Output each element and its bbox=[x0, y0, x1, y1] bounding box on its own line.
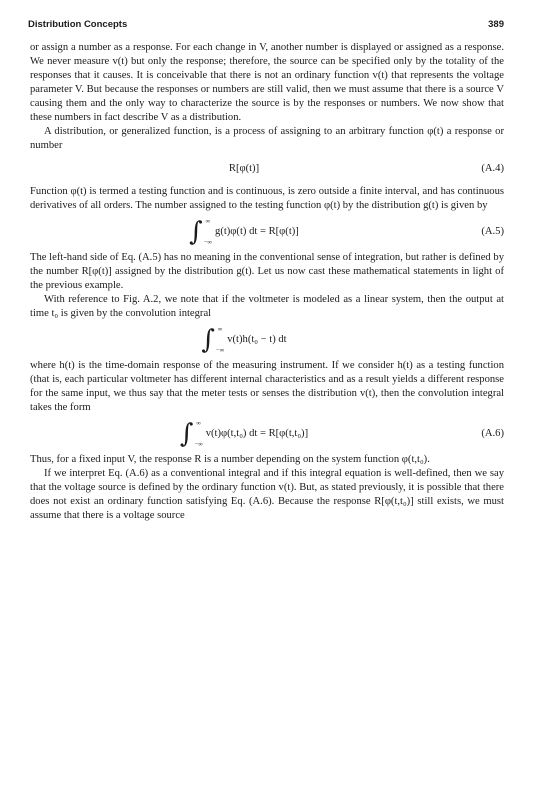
paragraph-6: where h(t) is the time-domain response of the measuring instrument. If we consider h(t) as a testing function (that is, each particular voltmeter has different internal characteristics and as a result yields a different response for the same input, we thus say that the meter tests or senses the distribution v(t), then the convolution integral takes the form bbox=[30, 360, 504, 413]
equation-convolution bbox=[30, 322, 504, 358]
equation-a4-expr: R[φ(t)] bbox=[228, 163, 260, 174]
equation-a5 bbox=[30, 214, 504, 250]
page-header bbox=[28, 19, 504, 30]
equation-a4 bbox=[30, 154, 504, 184]
upper-limit: ∞ bbox=[205, 218, 211, 225]
integrand: v(t)h(t₀ − t) dt bbox=[227, 334, 287, 345]
paragraph-1: or assign a number as a response. For each change in V, another number is displayed or assigned as a response. We never measure v(t) but only the response; therefore, the source can be specified only by the totality of the responses that it causes. It is conceivable that there is not an ordinary function v(t) that represents the voltage parameter V. But because the responses or numbers are still valid, then we must assume that there is a source V causing them and the only way to characterize the source is by the responses or numbers. We now show that these numbers in fact describe V as a distribution. bbox=[30, 42, 504, 123]
running-title: Distribution Concepts bbox=[28, 19, 128, 30]
integral-sign: ∫ bbox=[179, 419, 194, 449]
upper-limit: ∞ bbox=[196, 420, 201, 427]
lower-limit: −∞ bbox=[194, 441, 203, 448]
integral-sign: ∫ bbox=[189, 217, 203, 247]
upper-limit: ∞ bbox=[217, 326, 223, 333]
page-body bbox=[30, 41, 504, 523]
integral-convolution bbox=[201, 326, 286, 354]
equation-a6 bbox=[30, 416, 504, 452]
integrand: v(t)φ(t,t₀) dt = R[φ(t,t₀)] bbox=[205, 428, 309, 439]
lower-limit: −∞ bbox=[215, 347, 225, 354]
integral-a6 bbox=[180, 420, 308, 448]
equation-a4-label: (A.4) bbox=[481, 163, 504, 174]
integral-sign: ∫ bbox=[201, 325, 215, 355]
paragraph-8: If we interpret Eq. (A.6) as a conventional integral and if this integral equation is well-defined, then we say that the voltage source is defined by the ordinary function v(t). But, as stated previously, it is possible that there does not exist an ordinary function satisfying Eq. (A.6). Because the response R[φ(t,t₀)] still exists, we must assume that there is a voltage source bbox=[30, 468, 504, 521]
paragraph-3: Function φ(t) is termed a testing function and is continuous, is zero outside a finite interval, and has continuous derivatives of all orders. The number assigned to the testing function φ(t) by the distribution g(t) is given by bbox=[30, 186, 504, 211]
paragraph-4: The left-hand side of Eq. (A.5) has no meaning in the conventional sense of integration, but rather is defined by the number R[φ(t)] assigned by the distribution g(t). Let us now cast these mathematical statements in light of the previous example. bbox=[30, 252, 504, 291]
equation-a6-label: (A.6) bbox=[481, 428, 504, 439]
paragraph-7: Thus, for a fixed input V, the response R is a number depending on the system function φ(t,t₀). bbox=[30, 454, 430, 465]
integral-a5 bbox=[189, 218, 299, 246]
page-number: 389 bbox=[488, 19, 504, 30]
integrand: g(t)φ(t) dt = R[φ(t)] bbox=[215, 226, 299, 237]
paragraph-2: A distribution, or generalized function, is a process of assigning to an arbitrary function φ(t) a response or number bbox=[30, 126, 504, 151]
paragraph-5: With reference to Fig. A.2, we note that if the voltmeter is modeled as a linear system, then the output at time t₀ is given by the convolution integral bbox=[30, 294, 504, 319]
equation-a5-label: (A.5) bbox=[481, 226, 504, 237]
lower-limit: −∞ bbox=[203, 239, 213, 246]
